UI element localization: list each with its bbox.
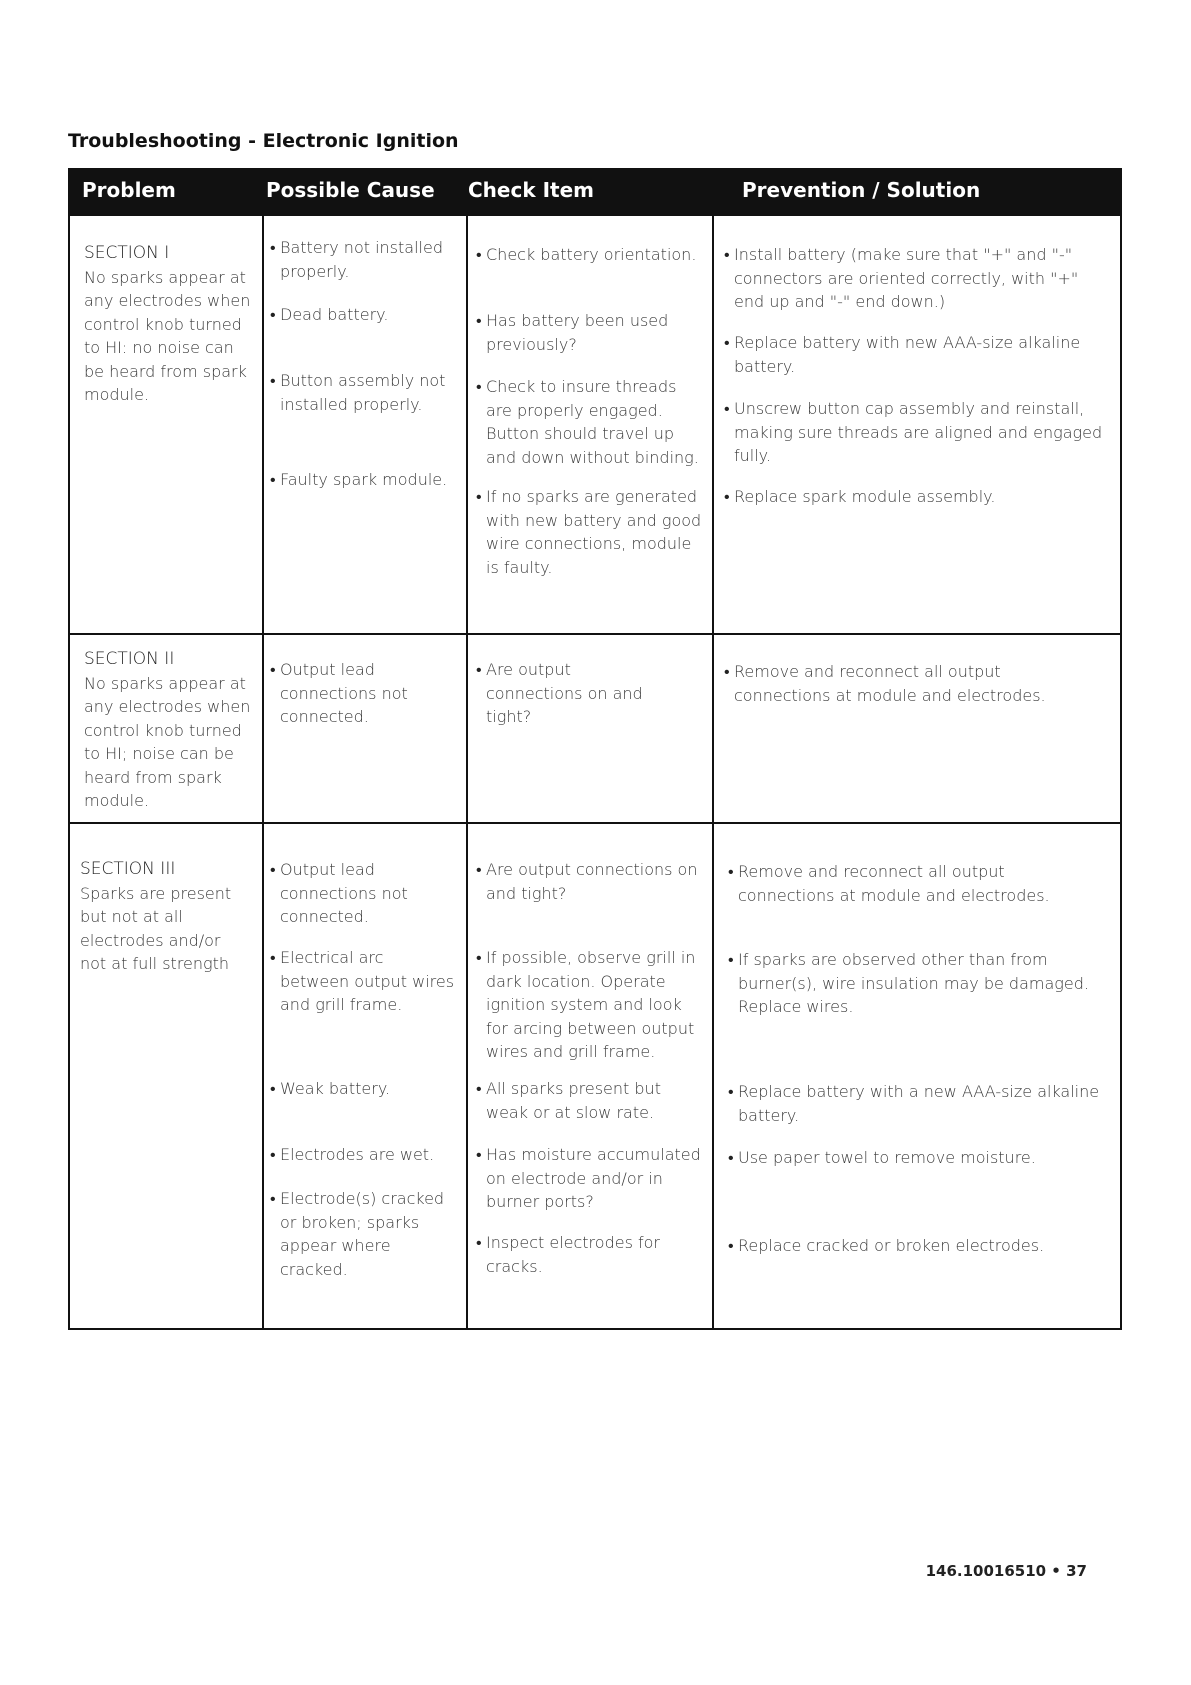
solution-item: • Use paper towel to remove moisture.: [724, 1146, 1104, 1170]
solution-item: • Install battery (make sure that "+" and "-" connectors are oriented correctly, with "+" end up and "-" end down.): [720, 243, 1112, 314]
solution-item: • Replace battery with a new AAA-size alkaline battery.: [724, 1080, 1104, 1127]
header-solution: Prevention / Solution: [742, 178, 981, 202]
solution-item: • Replace cracked or broken electrodes.: [724, 1234, 1104, 1258]
cause-item: • Output lead connections not connected.: [266, 858, 456, 929]
troubleshooting-table: [68, 168, 1122, 1330]
row-divider: [70, 822, 1120, 824]
section-2-title: SECTION II: [84, 649, 175, 669]
check-item: • Check battery orientation.: [472, 243, 704, 267]
cause-item: • Button assembly not installed properly.: [266, 369, 456, 416]
section-2-checks: [472, 658, 672, 729]
check-item: • All sparks present but weak or at slow rate.: [472, 1077, 704, 1124]
check-item: • If no sparks are generated with new battery and good wire connections, module is faulty.: [472, 485, 704, 579]
row-divider: [70, 633, 1120, 635]
cause-item: • Faulty spark module.: [266, 468, 456, 492]
table-header: [70, 170, 1120, 216]
check-item: • Has moisture accumulated on electrode and/or in burner ports?: [472, 1143, 704, 1214]
cause-item: • Output lead connections not connected.: [266, 658, 456, 729]
solution-item: • If sparks are observed other than from burner(s), wire insulation may be damaged. Replace wires.: [724, 948, 1104, 1019]
page-footer: 146.10016510 • 37: [925, 1562, 1087, 1580]
cause-item: • Weak battery.: [266, 1077, 456, 1101]
solution-item: • Replace battery with new AAA-size alkaline battery.: [720, 331, 1112, 378]
cause-item: • Electrical arc between output wires and grill frame.: [266, 946, 456, 1017]
cause-item: • Dead battery.: [266, 303, 456, 327]
section-2-solutions: [720, 660, 1050, 707]
section-1-problem: [84, 242, 254, 407]
section-3-problem: [80, 858, 250, 976]
solution-item: • Remove and reconnect all output connections at module and electrodes.: [724, 860, 1104, 907]
check-item: • Inspect electrodes for cracks.: [472, 1231, 704, 1278]
section-1-title: SECTION I: [84, 243, 170, 263]
header-problem: Problem: [82, 178, 176, 202]
solution-item: • Unscrew button cap assembly and reinstall, making sure threads are aligned and engaged fully.: [720, 397, 1112, 468]
section-2-causes: [266, 658, 456, 729]
check-item: • Has battery been used previously?: [472, 309, 704, 356]
solution-item: • Replace spark module assembly.: [720, 485, 1112, 509]
check-item: • If possible, observe grill in dark location. Operate ignition system and look for arcing between output wires and grill frame.: [472, 946, 704, 1064]
header-check: Check Item: [468, 178, 595, 202]
cause-item: • Electrode(s) cracked or broken; sparks appear where cracked.: [266, 1187, 456, 1281]
column-divider: [712, 170, 714, 1328]
section-2-problem: [84, 648, 254, 813]
check-item: • Are output connections on and tight?: [472, 658, 672, 729]
check-item: • Check to insure threads are properly engaged. Button should travel up and down without binding.: [472, 375, 704, 469]
section-1-problem-text: No sparks appear at any electrodes when control knob turned to HI: no noise can be heard from spark module.: [84, 267, 251, 404]
section-2-problem-text: No sparks appear at any electrodes when control knob turned to HI; noise can be heard from spark module.: [84, 673, 251, 810]
cause-item: • Battery not installed properly.: [266, 236, 456, 283]
column-divider: [466, 170, 468, 1328]
column-divider: [262, 170, 264, 1328]
header-cause: Possible Cause: [266, 178, 435, 202]
section-3-title: SECTION III: [80, 859, 176, 879]
cause-item: • Electrodes are wet.: [266, 1143, 456, 1167]
page-title: Troubleshooting - Electronic Ignition: [68, 130, 459, 152]
solution-item: • Remove and reconnect all output connections at module and electrodes.: [720, 660, 1050, 707]
section-3-problem-text: Sparks are present but not at all electrodes and/or not at full strength: [80, 883, 232, 973]
check-item: • Are output connections on and tight?: [472, 858, 704, 905]
